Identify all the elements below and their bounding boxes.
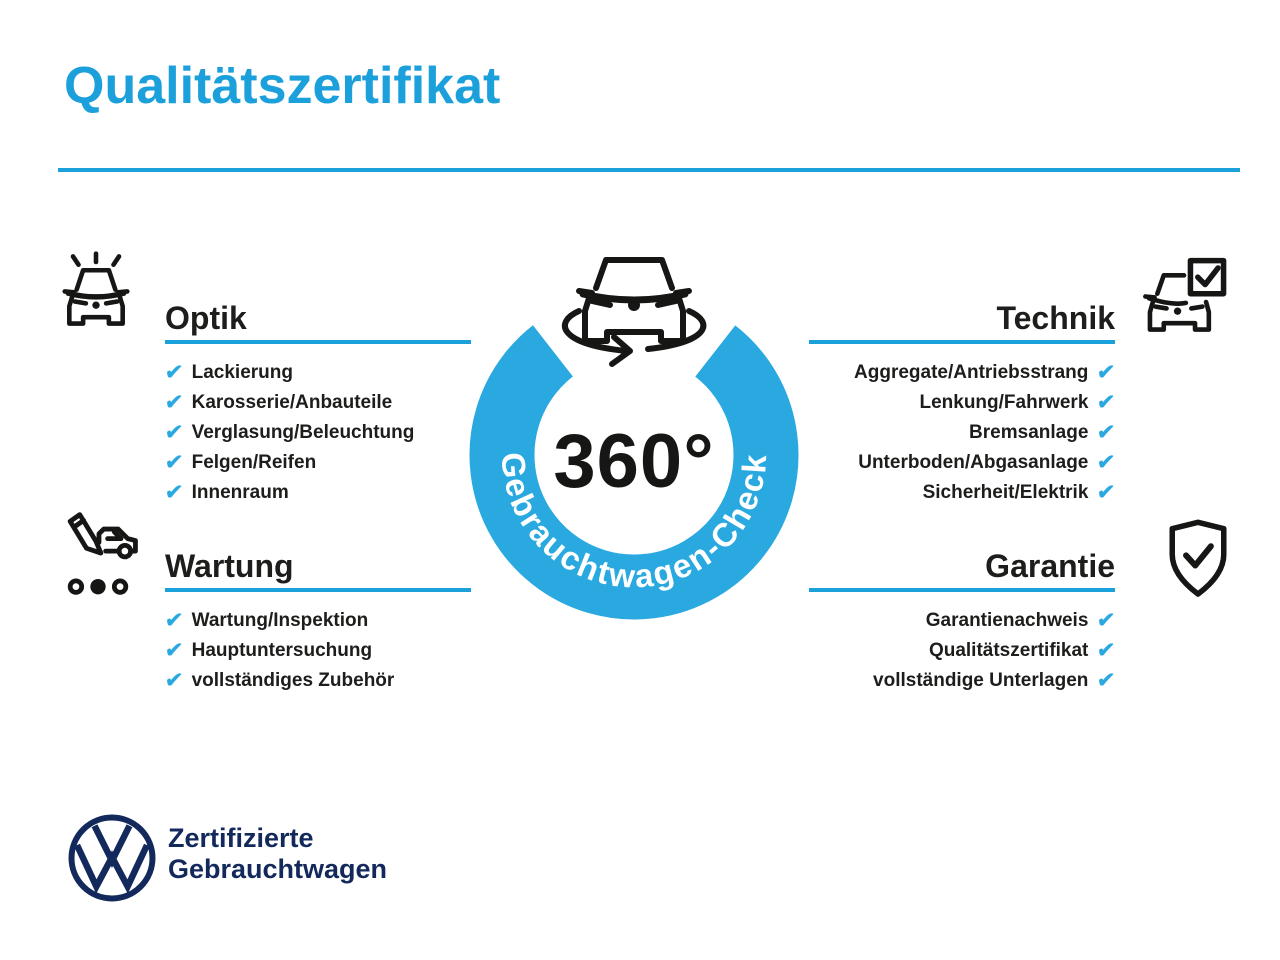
section-divider <box>809 340 1115 344</box>
checklist-item-label: Garantienachweis <box>925 610 1089 631</box>
brand-claim-line2: Gebrauchtwagen <box>168 854 388 884</box>
section-wartung <box>165 547 471 696</box>
section-title: Garantie <box>985 548 1115 584</box>
checklist-item-label: Lenkung/Fahrwerk <box>919 392 1089 413</box>
section-technik <box>809 299 1115 508</box>
degree-label: 360° <box>553 419 715 504</box>
checklist-item <box>809 606 1115 636</box>
check-icon <box>1096 636 1117 666</box>
checklist-item-label: Aggregate/Antriebsstrang <box>854 362 1089 383</box>
car-rotation-icon <box>552 248 716 396</box>
check-icon <box>163 606 184 636</box>
check-icon <box>163 358 184 388</box>
checklist-item <box>809 418 1115 448</box>
checklist-item <box>165 358 471 388</box>
brand-claim <box>168 823 387 885</box>
checklist-item <box>165 666 471 696</box>
section-divider <box>809 588 1115 592</box>
check-icon <box>163 418 184 448</box>
car-checkbox-icon <box>1136 256 1232 348</box>
checklist-item-label: Felgen/Reifen <box>191 452 317 473</box>
check-icon <box>1096 478 1117 508</box>
brand-claim-line1: Zertifizierte <box>168 823 314 853</box>
section-title: Optik <box>165 300 247 336</box>
shiny-car-icon <box>50 250 142 342</box>
checklist-item-label: Karosserie/Anbauteile <box>191 392 393 413</box>
checklist-item <box>165 478 471 508</box>
checklist-item-label: Unterboden/Abgasanlage <box>858 452 1089 473</box>
checklist-item-label: Qualitätszertifikat <box>928 640 1089 661</box>
section-optik <box>165 299 471 508</box>
checklist-item <box>809 448 1115 478</box>
page-title: Qualitätszertifikat <box>64 57 501 115</box>
pencil-car-checklist-icon <box>50 506 146 602</box>
shield-check-icon <box>1152 514 1244 606</box>
checklist-item-label: Lackierung <box>191 362 293 383</box>
checklist-item <box>165 388 471 418</box>
checklist-item <box>809 358 1115 388</box>
checklist-item-label: Verglasung/Beleuchtung <box>191 422 415 443</box>
check-icon <box>1096 418 1117 448</box>
section-title: Wartung <box>165 548 294 584</box>
checklist-item <box>165 448 471 478</box>
ring-curved-text: Gebrauchtwagen-Check <box>494 450 774 595</box>
checklist-item <box>165 606 471 636</box>
checklist-item <box>809 388 1115 418</box>
vw-logo <box>66 812 158 904</box>
checklist-item <box>165 636 471 666</box>
checklist-item <box>809 478 1115 508</box>
checklist <box>165 358 471 508</box>
checklist-item-label: Wartung/Inspektion <box>191 610 369 631</box>
checklist-item <box>165 418 471 448</box>
check-icon <box>1096 666 1117 696</box>
check-icon <box>163 448 184 478</box>
checklist <box>809 606 1115 696</box>
checklist-item-label: Sicherheit/Elektrik <box>922 482 1089 503</box>
check-icon <box>163 388 184 418</box>
check-icon <box>163 666 184 696</box>
checklist-item-label: Bremsanlage <box>969 422 1089 443</box>
checklist-item-label: Innenraum <box>191 482 289 503</box>
title-divider <box>58 168 1240 172</box>
section-divider <box>165 588 471 592</box>
checklist <box>165 606 471 696</box>
check-icon <box>1096 606 1117 636</box>
checklist-item <box>809 636 1115 666</box>
section-garantie <box>809 547 1115 696</box>
section-title: Technik <box>996 300 1115 336</box>
checklist-item-label: vollständige Unterlagen <box>873 670 1089 691</box>
section-divider <box>165 340 471 344</box>
check-icon <box>163 636 184 666</box>
checklist-item <box>809 666 1115 696</box>
check-icon <box>1096 358 1117 388</box>
checklist <box>809 358 1115 508</box>
check-icon <box>1096 448 1117 478</box>
check-icon <box>163 478 184 508</box>
check-icon <box>1096 388 1117 418</box>
checklist-item-label: Hauptuntersuchung <box>191 640 373 661</box>
checklist-item-label: vollständiges Zubehör <box>191 670 395 691</box>
